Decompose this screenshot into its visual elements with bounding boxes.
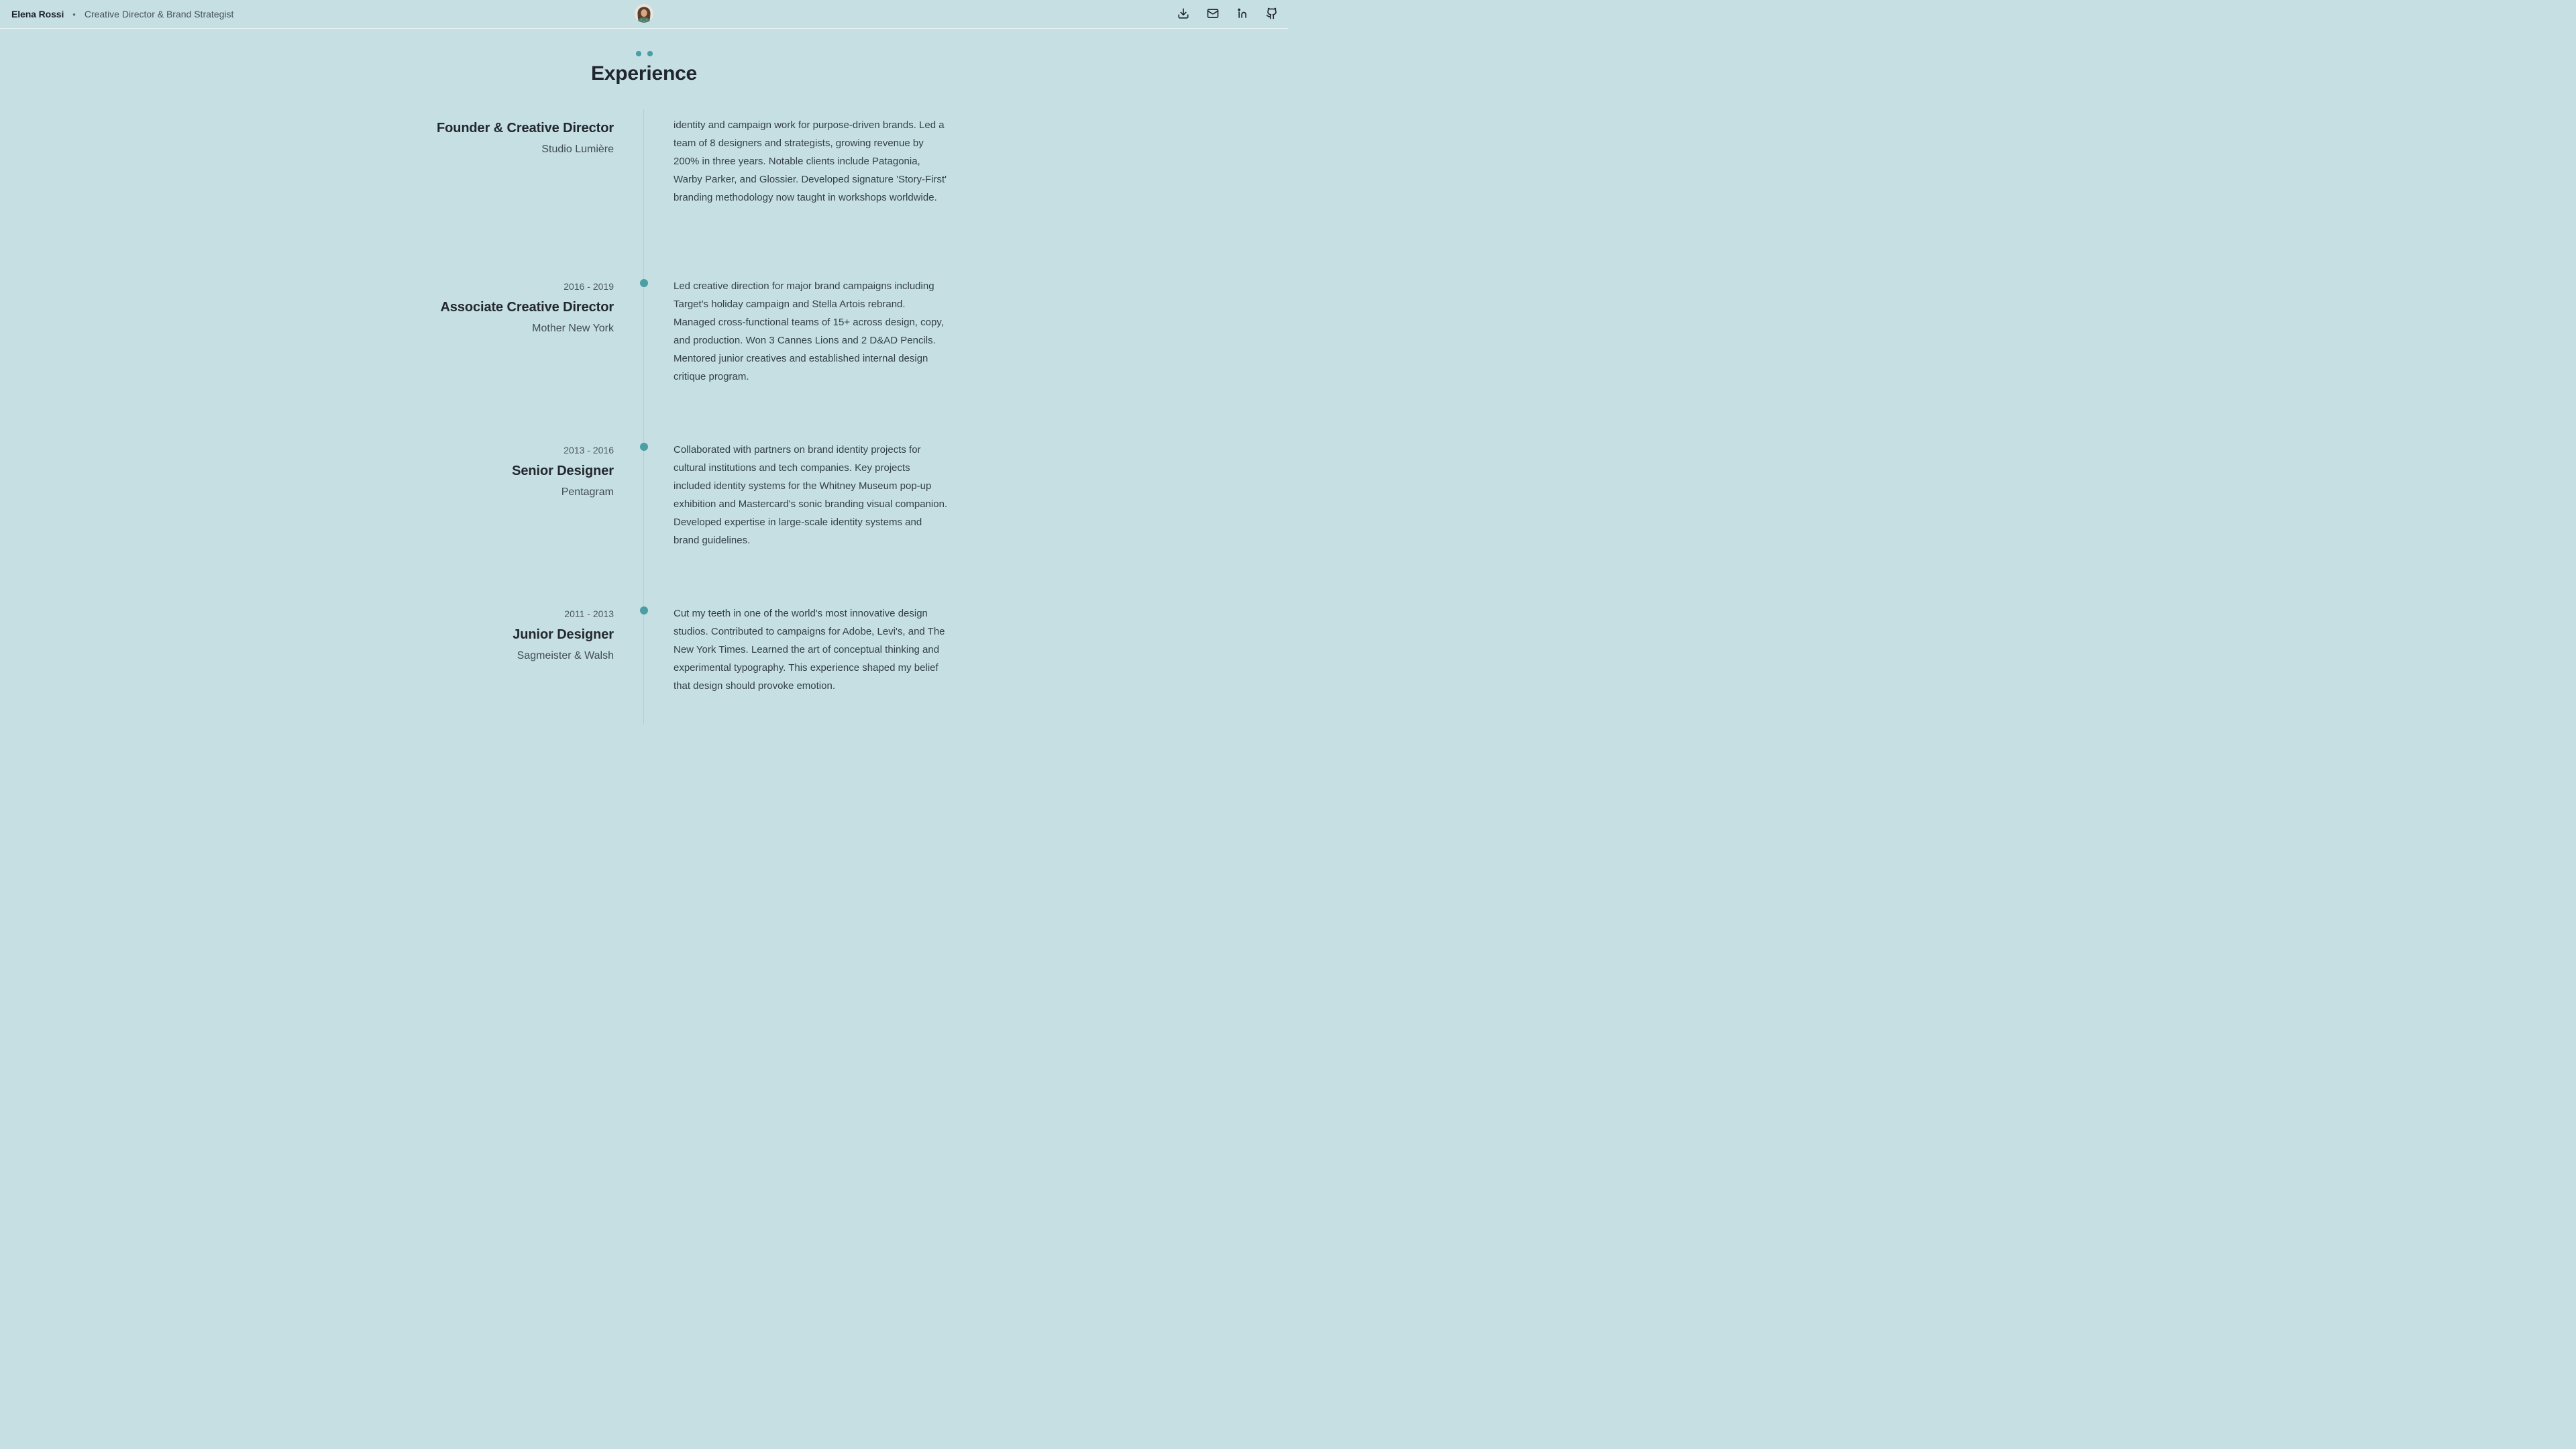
entry-gap <box>614 119 674 280</box>
entry-title: Associate Creative Director <box>440 300 614 315</box>
separator-dot: • <box>72 9 76 19</box>
header-identity <box>0 9 233 19</box>
experience-entry <box>0 119 1288 280</box>
entry-period: 2016 - 2019 <box>564 281 614 292</box>
entry-description: identity and campaign work for purpose-driven brands. Led a team of 8 designers and strategists, growing revenue by 200% in three years. Notable clients include Patagonia, Warby Parker, and Glossier. Developed signature 'Story-First' branding methodology now taught in workshops worldwide. <box>674 119 947 203</box>
entry-title: Senior Designer <box>512 464 614 478</box>
section-accent-dots <box>0 51 1288 56</box>
mail-icon <box>1207 7 1219 21</box>
linkedin-icon <box>1236 7 1248 21</box>
timeline-dot-icon <box>640 279 648 287</box>
page-title: Experience <box>590 62 698 85</box>
accent-dot <box>636 51 641 56</box>
entry-meta <box>0 280 614 444</box>
experience-entry <box>0 280 1288 444</box>
entry-period: 2011 - 2013 <box>564 608 614 619</box>
github-icon <box>1266 7 1278 21</box>
entry-company: Sagmeister & Walsh <box>517 650 614 661</box>
entry-gap <box>614 444 674 608</box>
site-header <box>0 0 1288 29</box>
github-button[interactable] <box>1266 8 1278 20</box>
experience-entry <box>0 608 1288 724</box>
entry-company: Studio Lumière <box>541 144 614 155</box>
download-button[interactable] <box>1177 8 1189 20</box>
person-name: Elena Rossi <box>11 9 64 19</box>
timeline-dot-icon <box>640 443 648 451</box>
experience-entry <box>0 444 1288 608</box>
entry-description: Cut my teeth in one of the world's most innovative design studios. Contributed to campaigns for Adobe, Levi's, and The New York Times. Learned the art of conceptual thinking and experimental typography. This experience shaped my belief that design should provoke emotion. <box>674 608 945 692</box>
timeline-dot-icon <box>640 606 648 614</box>
person-role: Creative Director & Brand Strategist <box>84 9 234 19</box>
download-icon <box>1177 7 1189 21</box>
experience-timeline <box>0 119 1288 724</box>
entry-company: Pentagram <box>561 486 614 498</box>
entry-meta <box>0 608 614 724</box>
entry-description: Led creative direction for major brand campaigns including Target's holiday campaign and Stella Artois rebrand. Managed cross-functional teams of 15+ across design, copy, and production. Won 3 Cannes Lions and 2 D&AD Pencils. Mentored junior creatives and established internal design critique program. <box>674 280 944 382</box>
header-actions <box>1177 8 1288 20</box>
entry-meta <box>0 119 614 280</box>
resume-page <box>0 0 1288 724</box>
entry-title: Founder & Creative Director <box>436 121 614 136</box>
entry-meta <box>0 444 614 608</box>
entry-gap <box>614 280 674 444</box>
entry-description: Collaborated with partners on brand identity projects for cultural institutions and tech companies. Key projects included identity systems for the Whitney Museum pop-up exhibition and Mastercard's sonic branding visual companion. Developed expertise in large-scale identity systems and brand guidelines. <box>674 444 948 546</box>
entry-gap <box>614 608 674 724</box>
avatar <box>635 4 653 23</box>
email-button[interactable] <box>1207 8 1219 20</box>
linkedin-button[interactable] <box>1236 8 1248 20</box>
entry-period: 2013 - 2016 <box>564 445 614 455</box>
entry-title: Junior Designer <box>513 627 614 642</box>
entry-company: Mother New York <box>532 323 614 334</box>
accent-dot <box>647 51 653 56</box>
